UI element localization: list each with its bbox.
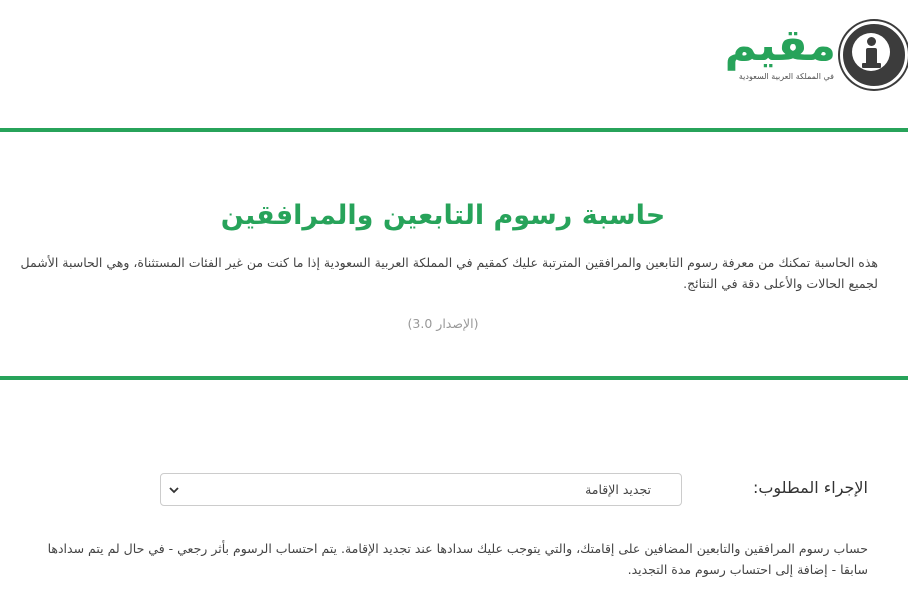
version-label: (الإصدار 3.0) (407, 316, 479, 331)
procedure-label: الإجراء المطلوب: (752, 478, 868, 497)
calculator-intro: هذه الحاسبة تمكنك من معرفة رسوم التابعين والمرافقين المترتبة عليك كمقيم في المملكة العربية السعودية إذا ما كنت من غير الفئات المستثناة، وهي الحاسبة الأشمل لجميع الحالات والأعلى دقة في النتائج. (20, 255, 878, 291)
page-title: حاسبة رسوم التابعين والمرافقين (220, 200, 666, 231)
header-divider (0, 128, 908, 132)
section-divider (0, 376, 908, 380)
muqeem-logo[interactable] (724, 18, 908, 90)
chevron-down-icon (167, 483, 181, 497)
logo-wordmark: مقيم (724, 20, 836, 71)
procedure-description: حساب رسوم المرافقين والتابعين المضافين على إقامتك، والتي يتوجب عليك سدادها عند تجديد الإقامة. يتم احتساب الرسوم بأثر رجعي - في حال لم يتم سدادها سابقا - إضافة إلى احتساب رسوم مدة التجديد. (47, 541, 868, 577)
info-circle-icon (840, 21, 908, 89)
procedure-selected-value: تجديد الإقامة (585, 482, 651, 497)
logo-subtitle: في المملكة العربية السعودية (738, 72, 834, 81)
procedure-select[interactable] (160, 473, 682, 506)
